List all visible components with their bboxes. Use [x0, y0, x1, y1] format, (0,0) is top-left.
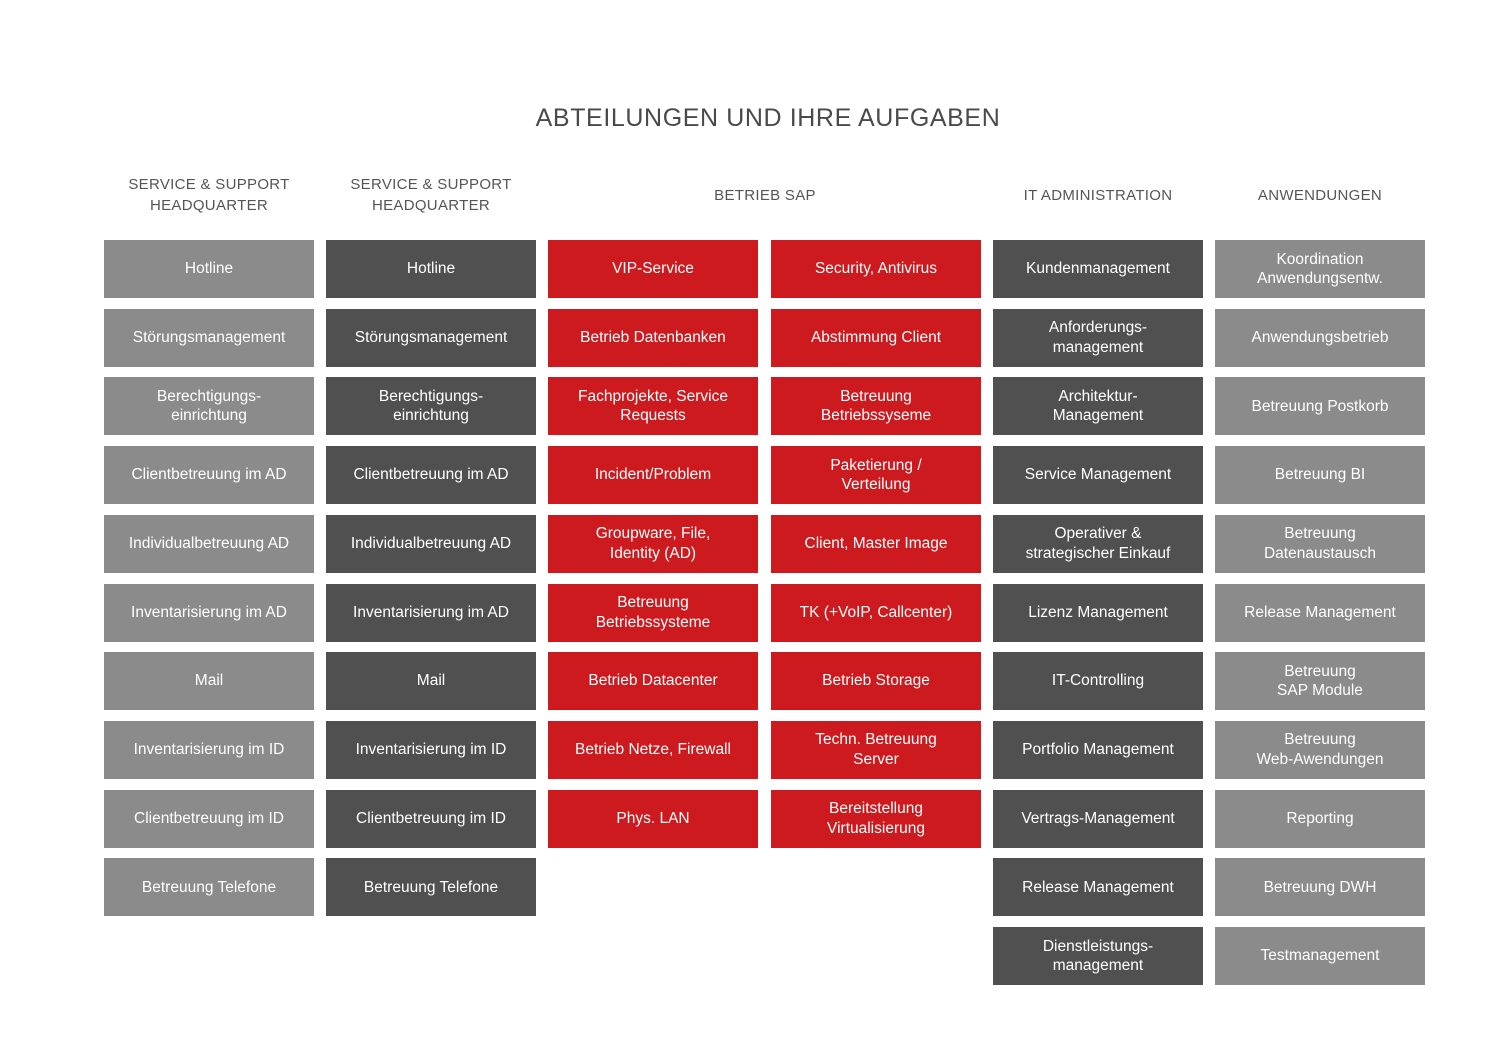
task-box: Betreuung DWH	[1215, 858, 1425, 916]
column-header-service-support-1: SERVICE & SUPPORT HEADQUARTER	[128, 176, 290, 214]
task-box: Testmanagement	[1215, 927, 1425, 985]
task-box: Betreuung Telefone	[104, 858, 314, 916]
task-box: Release Management	[1215, 584, 1425, 642]
task-box: Inventarisierung im AD	[104, 584, 314, 642]
task-box: Lizenz Management	[993, 584, 1203, 642]
task-box: Portfolio Management	[993, 721, 1203, 779]
task-box: Betrieb Datacenter	[548, 652, 758, 710]
task-box: Individualbetreuung AD	[104, 515, 314, 573]
task-box: Client, Master Image	[771, 515, 981, 573]
task-box: Betreuung SAP Module	[1215, 652, 1425, 710]
task-box: Betrieb Datenbanken	[548, 309, 758, 367]
task-box: Kundenmanagement	[993, 240, 1203, 298]
task-box: Betreuung Datenaustausch	[1215, 515, 1425, 573]
task-box: Berechtigungs- einrichtung	[326, 377, 536, 435]
task-box: Betrieb Netze, Firewall	[548, 721, 758, 779]
task-box: Paketierung / Verteilung	[771, 446, 981, 504]
task-box: Betreuung BI	[1215, 446, 1425, 504]
task-box: Operativer & strategischer Einkauf	[993, 515, 1203, 573]
task-box: Vertrags-Management	[993, 790, 1203, 848]
column-header-it-administration: IT ADMINISTRATION	[1023, 186, 1173, 204]
task-box: Inventarisierung im ID	[326, 721, 536, 779]
task-box: Anforderungs- management	[993, 309, 1203, 367]
task-box: Inventarisierung im ID	[104, 721, 314, 779]
task-box: Service Management	[993, 446, 1203, 504]
task-box: Fachprojekte, Service Requests	[548, 377, 758, 435]
task-box: Betreuung Telefone	[326, 858, 536, 916]
page-title: ABTEILUNGEN UND IHRE AUFGABEN	[535, 104, 1001, 132]
task-box: Techn. Betreuung Server	[771, 721, 981, 779]
task-box: Bereitstellung Virtualisierung	[771, 790, 981, 848]
task-box: Groupware, File, Identity (AD)	[548, 515, 758, 573]
task-box: IT-Controlling	[993, 652, 1203, 710]
task-box: Clientbetreuung im ID	[326, 790, 536, 848]
task-box: Störungsmanagement	[104, 309, 314, 367]
column-header-service-support-2: SERVICE & SUPPORT HEADQUARTER	[350, 176, 512, 214]
task-box: VIP-Service	[548, 240, 758, 298]
task-box: Betreuung Postkorb	[1215, 377, 1425, 435]
task-box: Betrieb Storage	[771, 652, 981, 710]
task-box: Koordination Anwendungsentw.	[1215, 240, 1425, 298]
task-box: Berechtigungs- einrichtung	[104, 377, 314, 435]
task-box: Individualbetreuung AD	[326, 515, 536, 573]
task-box: Hotline	[326, 240, 536, 298]
task-box: TK (+VoIP, Callcenter)	[771, 584, 981, 642]
task-box: Betreuung Betriebssysteme	[548, 584, 758, 642]
task-box: Reporting	[1215, 790, 1425, 848]
column-header-anwendungen: ANWENDUNGEN	[1257, 186, 1383, 204]
task-box: Release Management	[993, 858, 1203, 916]
task-box: Clientbetreuung im AD	[326, 446, 536, 504]
task-box: Architektur- Management	[993, 377, 1203, 435]
task-box: Abstimmung Client	[771, 309, 981, 367]
task-box: Dienstleistungs- management	[993, 927, 1203, 985]
task-box: Security, Antivirus	[771, 240, 981, 298]
task-box: Phys. LAN	[548, 790, 758, 848]
task-box: Mail	[104, 652, 314, 710]
task-box: Betreuung Web-Awendungen	[1215, 721, 1425, 779]
task-box: Clientbetreuung im ID	[104, 790, 314, 848]
task-box: Mail	[326, 652, 536, 710]
task-box: Clientbetreuung im AD	[104, 446, 314, 504]
task-box: Störungsmanagement	[326, 309, 536, 367]
task-box: Betreuung Betriebssyseme	[771, 377, 981, 435]
task-box: Hotline	[104, 240, 314, 298]
task-box: Inventarisierung im AD	[326, 584, 536, 642]
task-box: Incident/Problem	[548, 446, 758, 504]
task-box: Anwendungsbetrieb	[1215, 309, 1425, 367]
column-header-betrieb-sap: BETRIEB SAP	[714, 186, 816, 204]
